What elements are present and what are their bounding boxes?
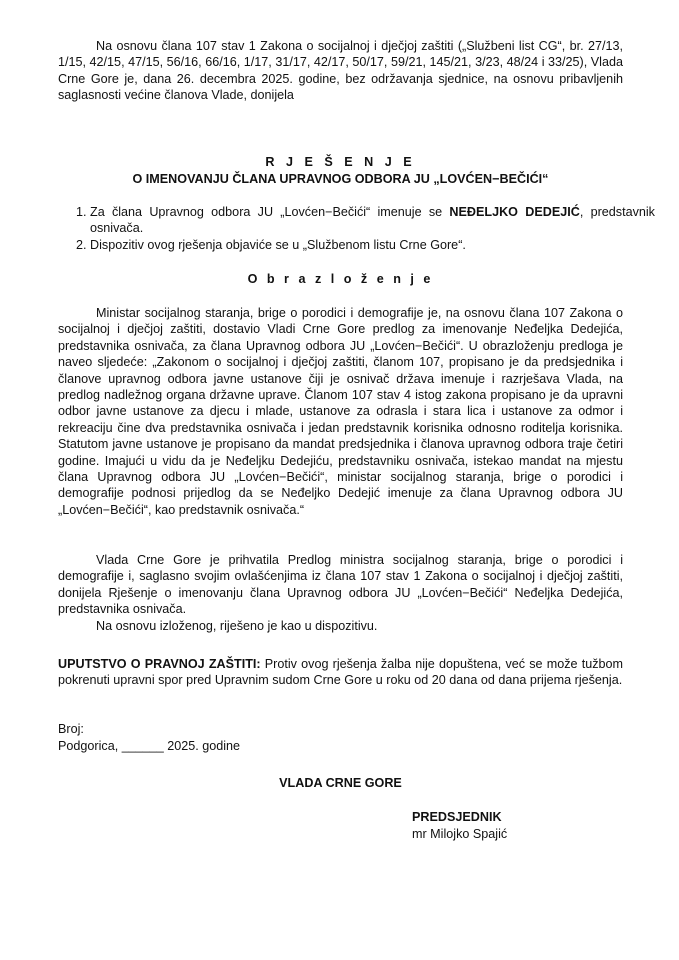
appointee-name: NEĐELJKO DEDEJIĆ (449, 205, 580, 219)
reasoning-paragraph-1: Ministar socijalnog staranja, brige o porodici i demografije je, na osnovu člana 107 Zakona o socijalnoj i dječjoj zaštiti, dostavio Vladi Crne Gore predlog za imenovanje Neđeljka Dedejića, predstavnika osnivača, za člana Upravnog odbora JU „Lovćen−Bečići“. U obrazloženju predloga je naveo sljedeće: „Zakonom o socijalnoj i dječjoj zaštiti, članom 107, propisano je da predsjednika i članove upravnog odbora javne ustanove čiji je osnivač država imenuje i razrješava Vlada, na predlog nadležnog organa državne uprave. Članom 107 stav 4 istog zakona propisano je da upravni odbor javne ustanove za djecu i mlade, ustanove za odrasla i stara lica i ustanove za odmor i rekreaciju čine dva predstavnika osnivača i jedan predstavnik korisnika odnosno roditelja korisnika. Statutom javne ustanove je propisano da mandat predsjednika i članova upravnog odbora traje četiri godine. Imajući u vidu da je Neđeljku Dedejiću, predstavniku osnivača, istekao mandat na mjestu člana Upravnog odbora JU „Lovćen−Bečići“, ministar socijalnog staranja, brige o porodici i demografije podnosi prijedlog da se Neđeljko Dedejić imenuje za člana Upravnog odbora JU „Lovćen−Bečići“, kao predstavnik osnivača.“ (58, 306, 623, 517)
legal-remedy (58, 656, 623, 689)
reasoning-title: O b r a z l o ž e n j e (247, 272, 434, 286)
number-label: Broj: (58, 722, 84, 736)
president-name: mr Milojko Spajić (412, 827, 508, 841)
reasoning-paragraph-2: Vlada Crne Gore je prihvatila Predlog ministra socijalnog staranja, brige o porodici i demografije i, saglasno svojim ovlašćenjima iz člana 107 stav 1 Zakona o socijalnoj i dječjoj zaštiti, donijela Rješenje o imenovanju člana Upravnog odbora JU „Lovćen−Bečići“ Neđeljka Dedejića, predstavnika osnivača. (58, 553, 623, 617)
preamble: Na osnovu člana 107 stav 1 Zakona o socijalnoj i dječjoj zaštiti („Službeni list CG“, br. 27/13, 1/15, 42/15, 47/15, 56/16, 66/16, 1/17, 31/17, 42/17, 50/17, 59/21, 145/21, 3/23, 48/24 i 33/25), Vlada Crne Gore je, dana 26. decembra 2025. godine, bez održavanja sjednice, na osnovu pribavljenih saglasnosti većine članova Vlade, donijela (58, 39, 623, 103)
decision-title: R J E Š E N J E (265, 155, 416, 169)
legal-remedy-label: UPUTSTVO O PRAVNOJ ZAŠTITI: (58, 657, 261, 671)
legal-remedy-text: Protiv ovog rješenja žalba nije dopuštena, već se može tužbom pokrenuti upravni spor pred Upravnim sudom Crne Gore u roku od 20 dana od dana prijema rješenja. (58, 657, 623, 688)
place-date: Podgorica, ______ 2025. godine (58, 739, 241, 753)
reasoning-paragraph-3: Na osnovu izloženog, riješeno je kao u dispozitivu. (96, 619, 378, 633)
government-signature: VLADA CRNE GORE (279, 776, 402, 790)
decision-subtitle: O IMENOVANJU ČLANA UPRAVNOG ODBORA JU „LOVĆEN−BEČIĆI“ (132, 172, 549, 186)
president-title: PREDSJEDNIK (412, 810, 502, 824)
dispositive-item-2: 2. Dispozitiv ovog rješenja objaviće se u „Službenom listu Crne Gore“. (90, 237, 655, 253)
dispositive-list (58, 204, 655, 253)
dispositive-item-1: 1. Za člana Upravnog odbora JU „Lovćen−Bečići“ imenuje se NEĐELJKO DEDEJIĆ, predstavnik osnivača. (90, 204, 655, 237)
